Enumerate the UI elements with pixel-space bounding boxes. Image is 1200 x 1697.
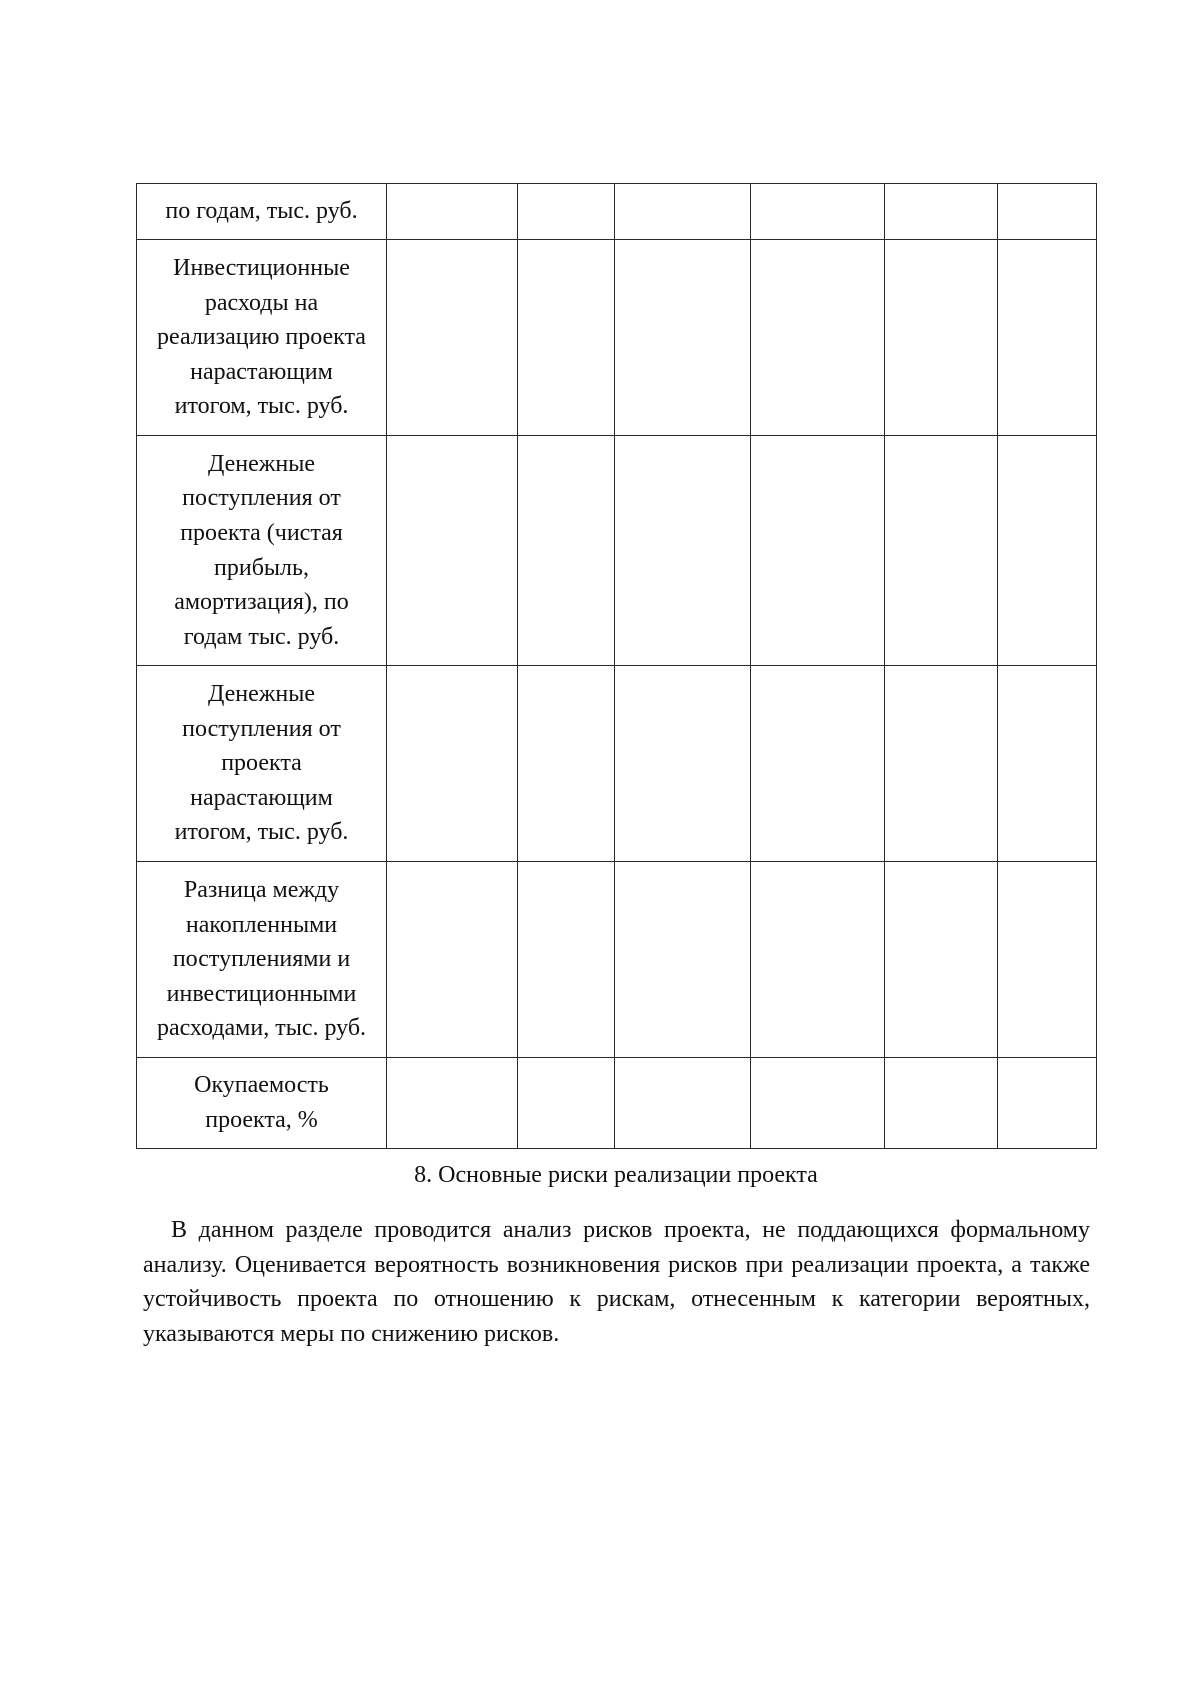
table-cell [518, 240, 615, 436]
table-cell [751, 436, 885, 666]
table-cell [998, 184, 1097, 240]
row-label: по годам, тыс. руб. [137, 184, 387, 240]
table-cell [751, 666, 885, 862]
table-cell [518, 862, 615, 1058]
table-cell [998, 436, 1097, 666]
table-cell [751, 1058, 885, 1149]
section-heading: 8. Основные риски реализации проекта [414, 1162, 818, 1188]
table-cell [615, 240, 751, 436]
table-cell [387, 862, 518, 1058]
table-cell [518, 184, 615, 240]
table-cell [518, 436, 615, 666]
table-cell [387, 1058, 518, 1149]
table-row [137, 436, 1097, 666]
table-row [137, 862, 1097, 1058]
table-cell [885, 862, 998, 1058]
section-paragraph: В данном разделе проводится анализ рисков проекта, не поддающихся формальному анализу. Оценивается вероятность возникновения рисков при реализации проекта, а также устойчивость проекта по отношению к рискам, отнесенным к категории вероятных, указываются меры по снижению рисков. [143, 1217, 1090, 1347]
row-label: Разница между накопленными поступлениями и инвестиционными расходами, тыс. руб. [137, 862, 387, 1058]
table-cell [615, 436, 751, 666]
table-cell [615, 862, 751, 1058]
row-label: Денежные поступления от проекта (чистая прибыль, амортизация), по годам тыс. руб. [137, 436, 387, 666]
row-label: Окупаемость проекта, % [137, 1058, 387, 1149]
table-cell [885, 1058, 998, 1149]
table-cell [885, 184, 998, 240]
table-row [137, 184, 1097, 240]
table-cell [615, 1058, 751, 1149]
table-cell [998, 862, 1097, 1058]
investment-table [136, 183, 1097, 1149]
table-cell [998, 240, 1097, 436]
table-cell [998, 1058, 1097, 1149]
table-cell [751, 862, 885, 1058]
table-cell [885, 240, 998, 436]
table-cell [387, 666, 518, 862]
table-cell [751, 240, 885, 436]
table-cell [518, 666, 615, 862]
table-cell [885, 436, 998, 666]
table-row [137, 666, 1097, 862]
table-cell [387, 184, 518, 240]
table-cell [518, 1058, 615, 1149]
table-cell [751, 184, 885, 240]
table-row [137, 1058, 1097, 1149]
row-label: Инвестиционные расходы на реализацию проекта нарастающим итогом, тыс. руб. [137, 240, 387, 436]
table-cell [387, 436, 518, 666]
table-cell [615, 184, 751, 240]
row-label: Денежные поступления от проекта нарастающим итогом, тыс. руб. [137, 666, 387, 862]
table-cell [998, 666, 1097, 862]
table-cell [615, 666, 751, 862]
table-cell [387, 240, 518, 436]
table-cell [885, 666, 998, 862]
table-row [137, 240, 1097, 436]
